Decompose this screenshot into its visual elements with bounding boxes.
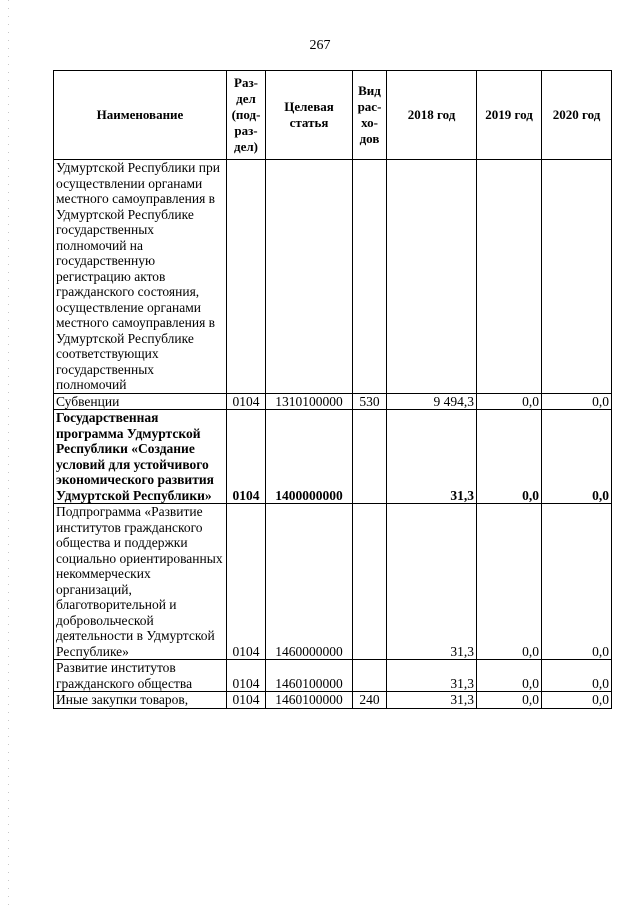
table-row	[54, 393, 612, 410]
row-section: 0104	[227, 692, 266, 709]
row-2018	[387, 160, 477, 394]
row-name: Подпрограмма «Развитие институтов гражданского общества и поддержки социально ориентированных некоммерческих организаций, благотворительной и добровольческой деятельности в Удмуртской Республике»	[54, 504, 227, 660]
row-name: Государственная программа Удмуртской Республики «Создание условий для устойчивого экономического развития Удмуртской Республики»	[54, 410, 227, 504]
budget-table	[53, 70, 612, 709]
row-expense-type	[353, 504, 387, 660]
row-article: 1460100000	[266, 660, 353, 692]
row-2018: 31,3	[387, 504, 477, 660]
row-2020: 0,0	[542, 660, 612, 692]
table-row	[54, 504, 612, 660]
header-section: Раз- дел (под- раз- дел)	[227, 71, 266, 160]
table-row	[54, 410, 612, 504]
header-2020: 2020 год	[542, 71, 612, 160]
row-name: Развитие институтов гражданского общества	[54, 660, 227, 692]
row-section	[227, 160, 266, 394]
row-2018: 9 494,3	[387, 393, 477, 410]
row-2019: 0,0	[477, 410, 542, 504]
row-name: Удмуртской Республики при осуществлении органами местного самоуправления в Удмуртской Республике государственных полномочий на государственную регистрацию актов гражданского состояния, осуществление органами местного самоуправления в Удмуртской Республике соответствующих государственных полномочий	[54, 160, 227, 394]
header-article: Целевая статья	[266, 71, 353, 160]
table-row	[54, 160, 612, 394]
row-2020: 0,0	[542, 393, 612, 410]
row-article: 1400000000	[266, 410, 353, 504]
row-2020: 0,0	[542, 504, 612, 660]
row-section: 0104	[227, 504, 266, 660]
row-expense-type	[353, 660, 387, 692]
row-name: Иные закупки товаров,	[54, 692, 227, 709]
row-2020: 0,0	[542, 692, 612, 709]
header-expense-type: Вид рас- хо- дов	[353, 71, 387, 160]
row-section: 0104	[227, 410, 266, 504]
row-2020	[542, 160, 612, 394]
row-expense-type: 530	[353, 393, 387, 410]
row-section: 0104	[227, 393, 266, 410]
table-header-row	[54, 71, 612, 160]
row-2019: 0,0	[477, 393, 542, 410]
row-expense-type	[353, 410, 387, 504]
row-section: 0104	[227, 660, 266, 692]
row-name: Субвенции	[54, 393, 227, 410]
row-article: 1460000000	[266, 504, 353, 660]
row-2019: 0,0	[477, 504, 542, 660]
row-2018: 31,3	[387, 410, 477, 504]
row-2019: 0,0	[477, 660, 542, 692]
header-2019: 2019 год	[477, 71, 542, 160]
row-2018: 31,3	[387, 692, 477, 709]
header-name: Наименование	[54, 71, 227, 160]
row-2020: 0,0	[542, 410, 612, 504]
row-article: 1310100000	[266, 393, 353, 410]
scan-edge-dots	[8, 0, 9, 905]
row-2018: 31,3	[387, 660, 477, 692]
header-2018: 2018 год	[387, 71, 477, 160]
page-number: 267	[309, 38, 331, 53]
row-expense-type: 240	[353, 692, 387, 709]
row-article	[266, 160, 353, 394]
row-2019: 0,0	[477, 692, 542, 709]
row-expense-type	[353, 160, 387, 394]
table-row	[54, 660, 612, 692]
row-article: 1460100000	[266, 692, 353, 709]
table-row	[54, 692, 612, 709]
row-2019	[477, 160, 542, 394]
